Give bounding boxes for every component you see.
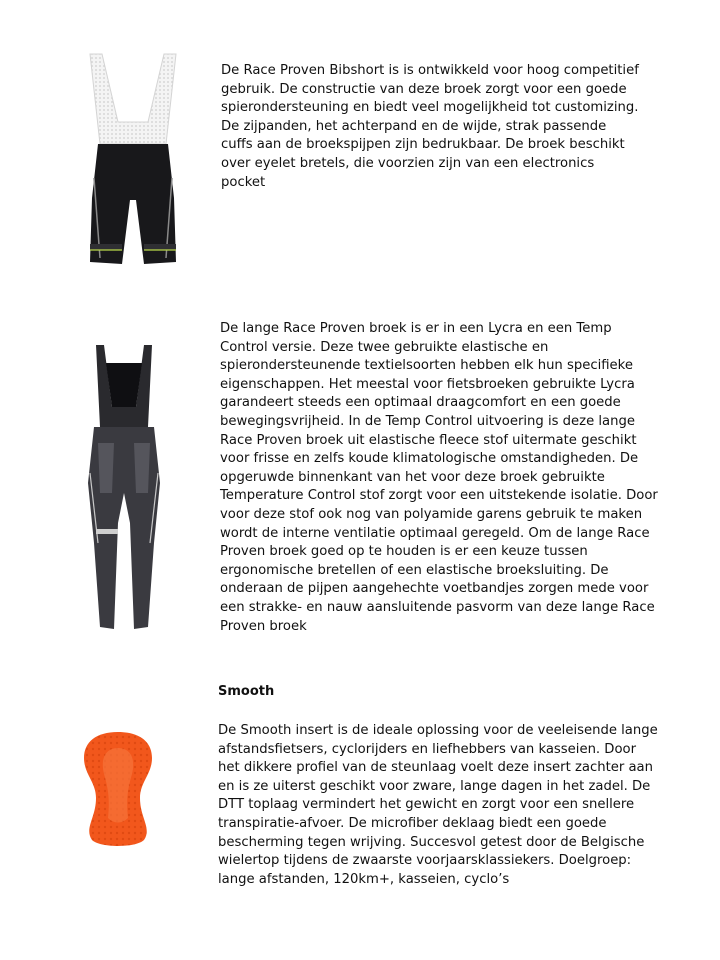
long-tights-photo xyxy=(78,343,170,633)
bibshort-description: De Race Proven Bibshort is is ontwikkeld voor hoog competitief gebruik. De constructie van deze broek zorgt voor een goede spierondersteuning en biedt veel mogelijkheid tot customizing. De zijpanden, het achterpand en de wijde, strak passende cuffs aan de broekspijpen zijn bedrukbaar. De broek beschikt over eyelet bretels, die voorzien zijn van een electronics pocket xyxy=(221,63,639,190)
long-tights-description: De lange Race Proven broek is er in een Lycra en een Temp Control versie. Deze twee gebruikte elastische en spierondersteunende textielsoorten hebben elk hun specifieke eigenschappen. Het meestal voor fietsbroeken gebruikte Lycra garandeert steeds een optimaal draagcomfort en een goede bewegingsvrijheid. In de Temp Control uitvoering is deze lange Race Proven broek uit elastische fleece stof uitermate geschikt voor frisse en zelfs koude klimatologische omstandigheden. De opgeruwde binnenkant van het voor deze broek gebruikte Temperature Control stof zorgt voor een uitstekende isolatie. Door voor deze stof ook nog van polyamide garens gebruik te maken wordt de interne ventilatie optimaal geregeld. Om de lange Race Proven broek goed op te houden is er een keuze tussen ergonomische bretellen of een elastische broeksluiting. De onderaan de pijpen aangehechte voetbandjes zorgen mede voor een strakke- en nauw aansluitende pasvorm van deze lange Race Proven broek xyxy=(220,321,658,634)
chamois-insert-photo xyxy=(78,728,158,848)
bibshort-photo xyxy=(78,48,188,270)
smooth-heading: Smooth xyxy=(218,684,275,699)
smooth-description: De Smooth insert is de ideale oplossing voor de veeleisende lange afstandsfietsers, cyclorijders en liefhebbers van kasseien. Door het dikkere profiel van de steunlaag voelt deze insert zachter aan en is ze uiterst geschikt voor zware, lange dagen in het zadel. De DTT toplaag vermindert het gewicht en zorgt voor een snellere transpiratie-afvoer. De microfiber deklaag biedt een goede bescherming tegen wrijving. Succesvol getest door de Belgische wielertop tijdens de zwaarste voorjaarsklassiekers. Doelgroep: lange afstanden, 120km+, kasseien, cyclo’s xyxy=(218,723,658,887)
